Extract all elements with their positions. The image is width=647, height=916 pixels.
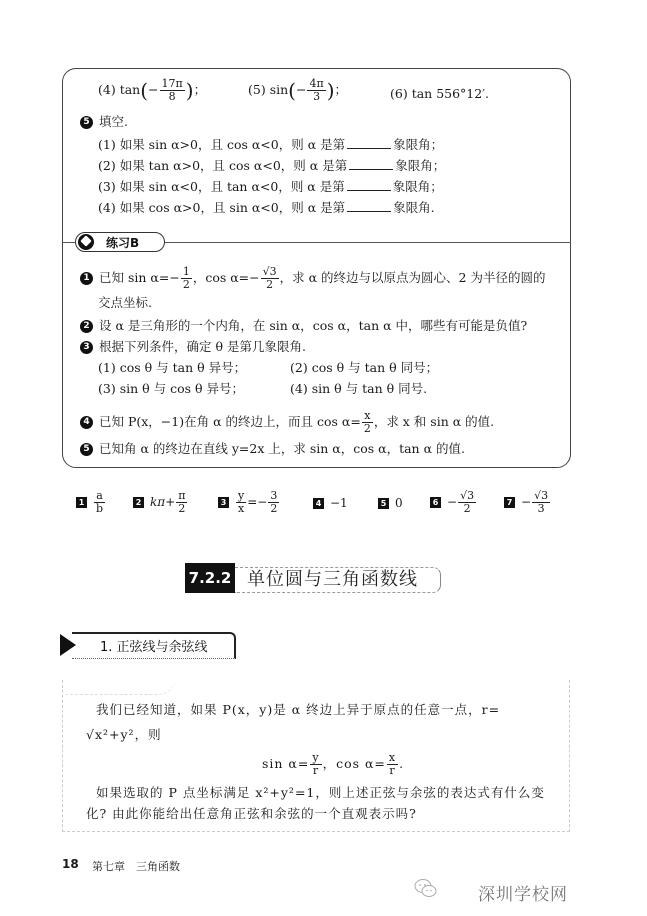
answer-item: 1 $\frac{a}{b}$ bbox=[76, 490, 106, 515]
inquiry-tab bbox=[66, 672, 176, 695]
q3-item: (3) sin θ 与 cos θ 异号； bbox=[98, 381, 245, 396]
intro-line-2: √x²+y²，则 bbox=[86, 727, 162, 742]
punct: ； bbox=[334, 82, 348, 97]
expr: tan bbox=[119, 82, 141, 97]
question-number-badge: 5 bbox=[80, 116, 93, 129]
fill-item: (4) 如果 cos α>0，且 sin α<0，则 α 是第 象限角. bbox=[98, 200, 435, 215]
fraction: $\frac{x}{2}$ bbox=[363, 409, 371, 435]
exercise-b-q4: 4 已知 P(x，−1)在角 α 的终边上，而且 cos α= $\frac{x}{2}$ ，求 x 和 sin α 的值. bbox=[80, 410, 494, 435]
intro-line-1: 我们已经知道，如果 P(x，y)是 α 终边上异于原点的任意一点，r= bbox=[96, 702, 501, 717]
answer-item: 3 $\frac{y}{x}$ =− $\frac{3}{2}$ bbox=[218, 490, 280, 515]
fraction: $\frac{√3}{2}$ bbox=[262, 265, 277, 291]
fill-item: (3) 如果 sin α<0，且 tan α<0，则 α 是第 象限角； bbox=[98, 179, 443, 194]
answer-item: 2 kπ+ $\frac{\pi}{2}$ bbox=[133, 490, 188, 515]
fraction: $\frac{4\pi}{3}$ bbox=[309, 77, 324, 103]
exercise-item-6 bbox=[390, 86, 489, 102]
exercise-item-5: (5) sin(− $\frac{4\pi}{3}$ )； bbox=[248, 77, 348, 103]
page-number: 18 bbox=[62, 857, 79, 871]
exercise-b-q5: 5 已知角 α 的终边在直线 y=2x 上，求 sin α，cos α，tan α 的值. bbox=[80, 441, 465, 457]
subsection-title: 1. 正弦线与余弦线 bbox=[100, 640, 208, 655]
subsection-heading bbox=[60, 632, 235, 658]
answer-blank[interactable] bbox=[347, 136, 391, 149]
fraction: $\frac{17\pi}{8}$ bbox=[161, 77, 183, 103]
section-title: 单位圆与三角函数线 bbox=[247, 569, 418, 590]
answer-blank[interactable] bbox=[347, 199, 391, 212]
fill-item: (1) 如果 sin α>0，且 cos α<0，则 α 是第 象限角； bbox=[98, 137, 444, 152]
q3-item: (2) cos θ 与 tan θ 同号； bbox=[290, 360, 439, 375]
intro-formula: sin α= $\frac{y}{r}$ ，cos α= $\frac{x}{r}$ . bbox=[262, 751, 405, 777]
watermark-text: 深圳学校网 bbox=[478, 885, 568, 905]
item-label: (6) bbox=[390, 86, 408, 101]
answer-item: 6 − $\frac{√3}{2}$ bbox=[430, 490, 477, 515]
exercise-b-label: 练习B bbox=[106, 236, 140, 250]
exercise-b-q1: 1 已知 sin α=− $\frac{1}{2}$ ，cos α=− $\frac{√3}{2}$ ，求 α 的终边与以原点为圆心、2 为半径的圆的 bbox=[80, 266, 545, 291]
question-title: 填空. bbox=[99, 114, 128, 129]
answer-blank[interactable] bbox=[349, 157, 393, 170]
question-number-badge: 5 bbox=[80, 443, 93, 456]
sign: − bbox=[295, 82, 307, 97]
item-label: (4) bbox=[98, 82, 116, 97]
exercise-row-4-6: (4) tan(− $\frac{17\pi}{8}$ )； bbox=[98, 77, 207, 103]
question-number-badge: 2 bbox=[80, 320, 93, 333]
answer-item: 5 0 bbox=[378, 496, 403, 510]
fraction: $\frac{1}{2}$ bbox=[182, 265, 190, 291]
answer-blank[interactable] bbox=[347, 178, 391, 191]
item-label: (5) bbox=[248, 82, 266, 97]
sign: − bbox=[148, 82, 159, 97]
exercise-b-q1-line2: 交点坐标. bbox=[98, 295, 152, 310]
answer-item: 4 −1 bbox=[313, 496, 348, 510]
section-number: 7.2.2 bbox=[185, 563, 235, 593]
intro-line-5: 化? 由此你能给出任意角正弦和余弦的一个直观表示吗? bbox=[86, 806, 417, 821]
pencil-badge-icon bbox=[78, 234, 94, 250]
question-number-badge: 3 bbox=[80, 341, 93, 354]
answer-item: 7 − $\frac{√3}{3}$ bbox=[504, 490, 551, 515]
question-number-badge: 4 bbox=[80, 416, 93, 429]
exercise-b-q3: 3 根据下列条件，确定 θ 是第几象限角. bbox=[80, 339, 306, 355]
expr: tan 556°12′. bbox=[411, 86, 490, 101]
punct: ； bbox=[193, 82, 207, 97]
wechat-icon bbox=[414, 878, 438, 900]
fill-item: (2) 如果 tan α>0，且 cos α<0，则 α 是第 象限角； bbox=[98, 158, 446, 173]
question-5-heading bbox=[80, 114, 128, 130]
q3-item: (4) sin θ 与 tan θ 同号. bbox=[290, 381, 428, 396]
q3-item: (1) cos θ 与 tan θ 异号； bbox=[98, 360, 247, 375]
chapter-label: 第七章 三角函数 bbox=[92, 860, 180, 873]
expr: sin bbox=[269, 82, 289, 97]
intro-line-4: 如果选取的 P 点坐标满足 x²+y²=1，则上述正弦与余弦的表达式有什么变 bbox=[96, 785, 545, 800]
exercise-b-tab bbox=[75, 232, 165, 252]
question-number-badge: 1 bbox=[80, 272, 93, 285]
exercise-b-q2: 2 设 α 是三角形的一个内角，在 sin α，cos α，tan α 中，哪些有可能是负值? bbox=[80, 318, 527, 334]
